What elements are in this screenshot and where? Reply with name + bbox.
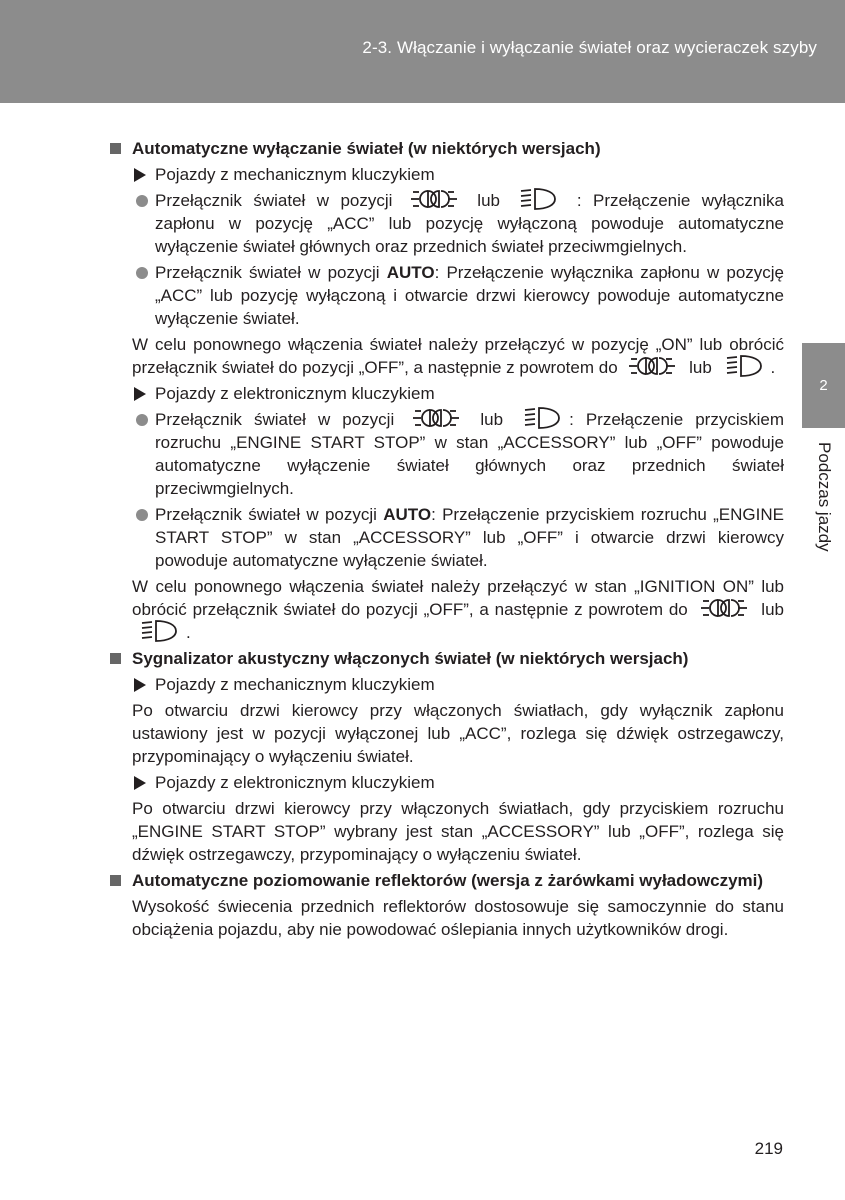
paragraph: Wysokość świecenia przednich reflektorów dostosowuje się samoczynnie do stanu obciążenia pojazdu, aby nie powodować oślepiania innych użytkowników drogi. — [132, 897, 784, 939]
section-heading — [110, 647, 784, 670]
section-heading — [110, 137, 784, 160]
subheading — [110, 382, 784, 405]
round-bullet-icon — [136, 195, 148, 207]
item-text: Przełącznik świateł w pozycji — [155, 191, 393, 210]
round-bullet-icon — [136, 267, 148, 279]
triangle-marker-icon — [134, 776, 146, 790]
position-lights-icon — [412, 406, 462, 430]
low-beam-headlight-icon — [723, 354, 765, 378]
paragraph-text: W celu ponownego włączenia świateł należy przełączyć w stan „IGNITION ON” lub obrócić przełącznik świateł do pozycji „OFF”, a następnie z powrotem do — [132, 577, 784, 619]
item-text: Przełącznik świateł w pozycji — [155, 263, 380, 282]
item-text: : Przełączenie przyciskiem rozruchu „ENGINE START STOP” w stan „ACCESSORY” lub „OFF” i otwarcie drzwi kierowcy powoduje automatyczne wyłączenie świateł. — [155, 505, 784, 570]
low-beam-headlight-icon — [517, 187, 559, 211]
item-text: Przełącznik świateł w pozycji — [155, 505, 377, 524]
item-text: : Przełączenie przyciskiem rozruchu „ENGINE START STOP” w stan „ACCESSORY” lub „OFF” powoduje automatyczne wyłączenie świateł głównych oraz przednich świateł przeciwmgielnych. — [155, 410, 784, 498]
subheading — [110, 163, 784, 186]
paragraph-text: lub — [689, 358, 712, 377]
paragraph-text: W celu ponownego włączenia świateł należy przełączyć w pozycję „ON” lub obrócić przełącznik świateł do pozycji „OFF”, a następnie z powrotem do — [132, 335, 784, 377]
item-text: Przełącznik świateł w pozycji — [155, 410, 395, 429]
heading-text: Automatyczne wyłączanie świateł (w niektórych wersjach) — [132, 139, 601, 158]
list-item — [110, 261, 784, 330]
section-heading — [110, 869, 784, 892]
page-number: 219 — [754, 1139, 783, 1158]
chapter-label: Podczas jazdy — [815, 442, 834, 552]
page-header — [0, 0, 845, 103]
low-beam-headlight-icon — [138, 619, 180, 643]
square-bullet-icon — [110, 143, 121, 154]
subheading — [110, 771, 784, 794]
page-content — [110, 137, 784, 941]
list-item — [110, 408, 784, 500]
low-beam-headlight-icon — [521, 406, 563, 430]
triangle-marker-icon — [134, 678, 146, 692]
paragraph — [110, 333, 784, 379]
subheading-text: Pojazdy z mechanicznym kluczykiem — [155, 165, 435, 184]
round-bullet-icon — [136, 509, 148, 521]
item-text: lub — [477, 191, 500, 210]
subheading-text: Pojazdy z elektronicznym kluczykiem — [155, 773, 435, 792]
section-title: 2-3. Włączanie i wyłączanie świateł oraz wycieraczek szyby — [362, 38, 817, 57]
heading-text: Automatyczne poziomowanie reflektorów (wersja z żarówkami wyładowczymi) — [132, 871, 764, 890]
list-item — [110, 503, 784, 572]
square-bullet-icon — [110, 875, 121, 886]
item-text: lub — [480, 410, 504, 429]
auto-label: AUTO — [386, 263, 435, 282]
paragraph: Po otwarciu drzwi kierowcy przy włączonych światłach, gdy wyłącznik zapłonu ustawiony jest w pozycji wyłączonej lub „ACC”, rozlega się dźwięk ostrzegawczy, przypominający o wyłączeniu świateł. — [132, 701, 784, 766]
paragraph — [110, 575, 784, 644]
subheading-text: Pojazdy z elektronicznym kluczykiem — [155, 384, 435, 403]
subheading-text: Pojazdy z mechanicznym kluczykiem — [155, 675, 435, 694]
triangle-marker-icon — [134, 168, 146, 182]
item-text: : Przełączenie wyłącznika zapłonu w pozycję „ACC” lub pozycję wyłączoną i otwarcie drzwi kierowcy powoduje automatyczne wyłączenie świateł. — [155, 263, 785, 328]
subheading — [110, 673, 784, 696]
square-bullet-icon — [110, 653, 121, 664]
heading-text: Sygnalizator akustyczny włączonych świateł (w niektórych wersjach) — [132, 649, 689, 668]
round-bullet-icon — [136, 414, 148, 426]
position-lights-icon — [700, 596, 750, 620]
list-item — [110, 189, 784, 258]
paragraph: Po otwarciu drzwi kierowcy przy włączonych światłach, gdy przyciskiem rozruchu „ENGINE START STOP” wybrany jest stan „ACCESSORY” lub „OFF”, rozlega się dźwięk ostrzegawczy, przypominający o wyłączeniu świateł. — [132, 799, 784, 864]
position-lights-icon — [410, 187, 460, 211]
position-lights-icon — [628, 354, 678, 378]
chapter-tab — [802, 343, 845, 428]
item-text: : Przełączenie wyłącznika zapłonu w pozycję „ACC” lub pozycję wyłączoną powoduje automatyczne wyłączenie świateł głównych oraz przednich świateł przeciwmgielnych. — [155, 191, 784, 256]
paragraph-text: . — [770, 358, 776, 377]
paragraph-text: . — [186, 623, 191, 642]
paragraph-text: lub — [761, 600, 784, 619]
chapter-number: 2 — [819, 377, 828, 394]
triangle-marker-icon — [134, 387, 146, 401]
auto-label: AUTO — [383, 505, 432, 524]
